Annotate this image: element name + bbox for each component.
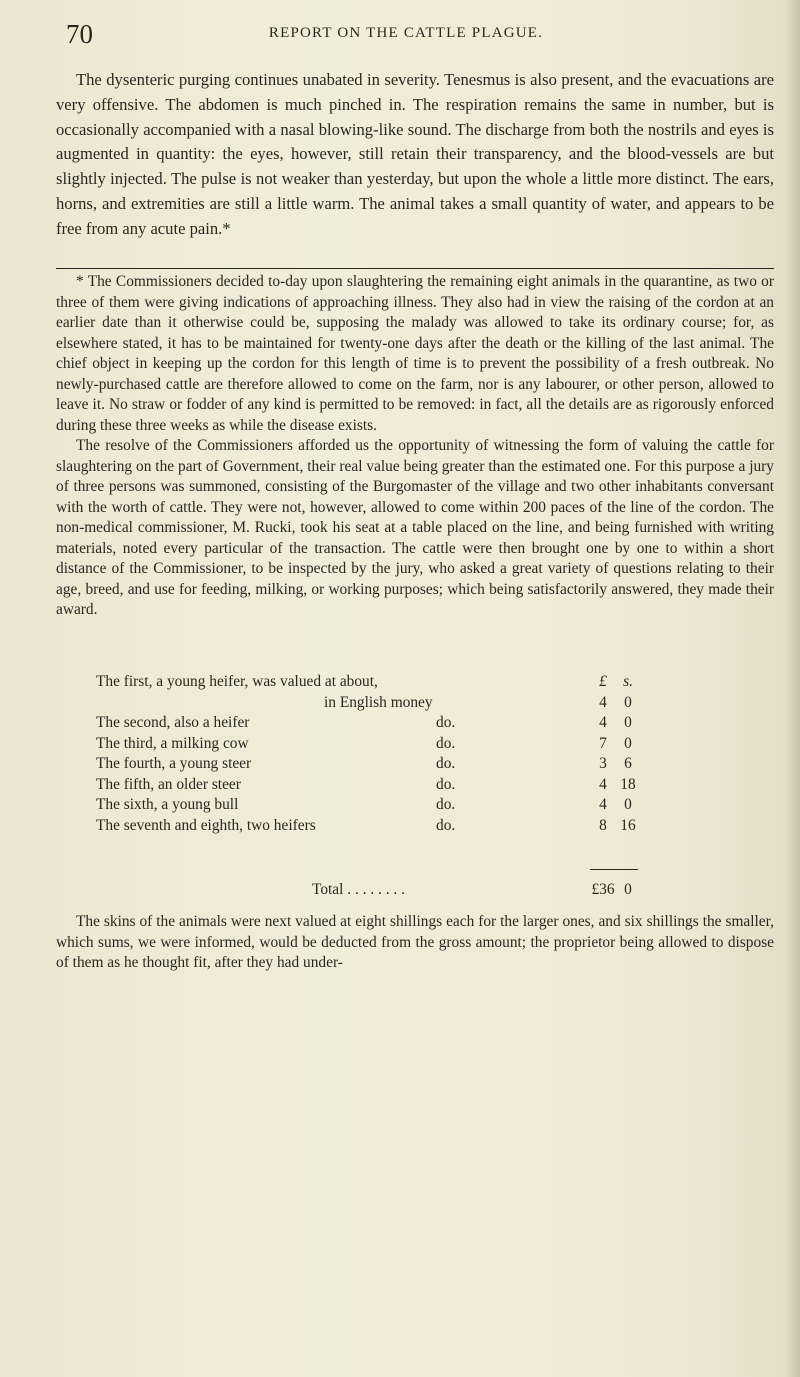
closing-paragraph: The skins of the animals were next valued at eight shillings each for the larger ones, and six shillings the smaller, which sums, we were informed, would be deducted from the gross amount; the proprietor being allowed to dispose of them as he thought fit, after they had under- xyxy=(56,913,774,971)
row-ditto: do. xyxy=(436,714,456,731)
valuation-row xyxy=(96,775,736,796)
total-shillings: 0 xyxy=(624,881,632,898)
row-desc: The fourth, a young steer xyxy=(96,755,252,772)
row-shillings: 0 xyxy=(624,734,632,752)
row-ditto: do. xyxy=(436,734,456,752)
row-pounds: 3 xyxy=(599,755,607,772)
unit-shillings: s. xyxy=(623,673,633,690)
body-paragraph: The dysenteric purging continues unabated in severity. Tenesmus is also present, and the evacuations are very offensive. The abdomen is much pinched in. The respiration remains the same in number, but is occasionally accompanied with a nasal blowing-like sound. The discharge from both the nostrils and eyes is augmented in quantity: the eyes, however, still retain their transparency, and the blood-vessels are but slightly injected. The pulse is not weaker than yesterday, but upon the whole a little more distinct. The ears, horns, and extremities are still a little warm. The animal takes a small quantity of water, and appears to be free from any acute pain.* xyxy=(56,70,774,238)
row-ditto: do. xyxy=(436,775,456,793)
valuation-row xyxy=(96,754,736,775)
total-rule xyxy=(590,869,638,870)
footnote-paragraph-2: The resolve of the Commissioners afforded us the opportunity of witnessing the form of valuing the cattle for slaughtering on the part of Government, their real value being greater than the estimated one. For this purpose a jury of three persons was summoned, consisting of the Burgomaster of the village and two other inhabitants conversant with the worth of cattle. They were not, however, allowed to come within 200 paces of the line of the cordon. The non-medical commissioner, M. Rucki, took his seat at a table placed on the line, and being furnished with writing materials, noted every particular of the transaction. The cattle were then brought one by one to within a short distance of the Commissioner, to be inspected by the jury, who asked a great variety of questions relating to their age, breed, and use for feeding, milking, or working purposes; which being satisfactorily answered, they made their award. xyxy=(56,437,774,618)
footnote-marker: * xyxy=(76,273,84,290)
footnote xyxy=(56,272,774,621)
row-pounds: 7 xyxy=(599,734,607,752)
footnote-text-1: The Commissioners decided to-day upon slaughtering the remaining eight animals in the quarantine, as two or three of them were giving indications of approaching illness. They also had in view the raising of the cordon at an earlier date than it otherwise could be, supposing the malady was allowed to take its ordinary course; for, as elsewhere stated, it has to be maintained for twenty-one days after the death or the killing of the last animal. The chief object in keeping up the cordon for this length of time is to prevent the possibility of a fresh outbreak. No newly-purchased cattle are therefore allowed to come on the farm, nor is any labourer, or other person, allowed to leave it. No straw or fodder of any kind is permitted to be removed: in fact, all the details are as rigorously enforced during these three weeks as while the disease exists. xyxy=(56,273,774,434)
valuation-row xyxy=(96,816,736,837)
row-shillings: 0 xyxy=(624,714,632,731)
row-desc: The seventh and eighth, two heifers xyxy=(96,816,316,834)
row-pounds: 4 xyxy=(599,693,607,711)
running-head: REPORT ON THE CATTLE PLAGUE. xyxy=(268,25,544,41)
valuation-first-line xyxy=(96,672,736,693)
row-pounds: 4 xyxy=(599,775,607,793)
valuation-row xyxy=(96,693,736,714)
valuation-row xyxy=(96,795,736,816)
row-pounds: 8 xyxy=(599,816,607,834)
page-edge-shadow xyxy=(786,0,800,1377)
valuation-row xyxy=(96,713,736,734)
row-pounds: 4 xyxy=(599,714,607,731)
row-shillings: 0 xyxy=(624,693,632,711)
row-shillings: 0 xyxy=(624,796,632,813)
units-phrase: in English money xyxy=(324,693,433,711)
total-pounds: £36 xyxy=(591,881,615,898)
unit-pounds: £ xyxy=(599,673,607,690)
footnote-paragraph-1 xyxy=(56,272,774,436)
row-ditto: do. xyxy=(436,755,456,772)
row-shillings: 18 xyxy=(620,775,636,793)
row-desc: The third, a milking cow xyxy=(96,734,249,752)
valuation-row xyxy=(96,734,736,755)
page-number: 70 xyxy=(66,19,93,49)
page-header xyxy=(66,20,746,48)
row-pounds: 4 xyxy=(599,796,607,813)
row-desc: The fifth, an older steer xyxy=(96,775,241,793)
row-shillings: 16 xyxy=(620,816,636,834)
total-row xyxy=(96,879,736,901)
valuation-first-desc: The first, a young heifer, was valued at about, xyxy=(96,673,378,690)
row-ditto: do. xyxy=(436,816,456,834)
total-label: Total . . . . . . . . xyxy=(312,881,405,898)
row-ditto: do. xyxy=(436,796,456,813)
row-desc: The second, also a heifer xyxy=(96,714,250,731)
row-shillings: 6 xyxy=(624,755,632,772)
row-desc: The sixth, a young bull xyxy=(96,796,239,813)
valuation-table xyxy=(96,672,736,836)
footnote-rule xyxy=(56,268,774,269)
